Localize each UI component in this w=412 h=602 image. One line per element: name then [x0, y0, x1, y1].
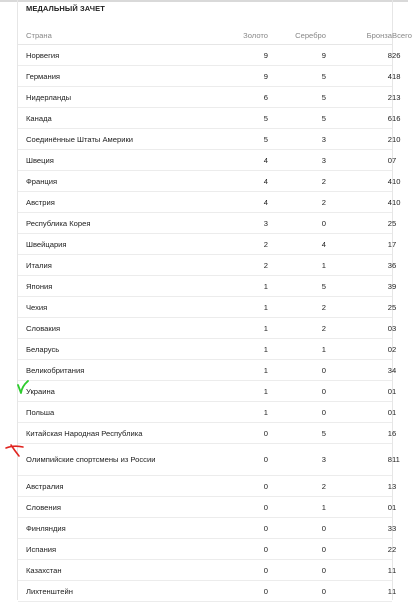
silver-cell: 0	[268, 381, 326, 402]
gold-cell: 9	[188, 66, 268, 87]
column-header-bronze[interactable]: Бронза	[326, 26, 392, 45]
gold-cell: 0	[188, 518, 268, 539]
bronze-cell: 4	[326, 171, 392, 192]
bronze-cell: 3	[326, 276, 392, 297]
bronze-cell: 3	[326, 360, 392, 381]
gold-cell: 0	[188, 560, 268, 581]
table-row[interactable]: Австрия 4 2 4 10	[18, 192, 392, 213]
country-cell: Италия	[18, 255, 188, 276]
gold-cell: 6	[188, 87, 268, 108]
table-row[interactable]: Польша 1 0 0 1	[18, 402, 392, 423]
bronze-cell: 2	[326, 87, 392, 108]
bronze-cell: 0	[326, 339, 392, 360]
table-header-row: Страна Золото Серебро Бронза Всего	[18, 26, 392, 45]
silver-cell: 2	[268, 476, 326, 497]
silver-cell: 3	[268, 129, 326, 150]
silver-cell: 5	[268, 276, 326, 297]
medal-table-card	[17, 0, 412, 600]
gold-cell: 9	[188, 45, 268, 66]
country-cell: Норвегия	[18, 45, 188, 66]
bronze-cell: 8	[326, 45, 392, 66]
country-cell: Германия	[18, 66, 188, 87]
bronze-cell: 1	[326, 476, 392, 497]
silver-cell: 3	[268, 150, 326, 171]
country-cell: Польша	[18, 402, 188, 423]
country-cell: Словения	[18, 497, 188, 518]
table-row[interactable]: Франция 4 2 4 10	[18, 171, 392, 192]
country-cell: Великобритания	[18, 360, 188, 381]
country-cell: Австралия	[18, 476, 188, 497]
bronze-cell: 4	[326, 66, 392, 87]
table-row[interactable]: Казахстан 0 0 1 1	[18, 560, 392, 581]
gold-cell: 0	[188, 444, 268, 476]
cross-icon	[4, 444, 26, 458]
country-cell: Финляндия	[18, 518, 188, 539]
silver-cell: 1	[268, 497, 326, 518]
bronze-cell: 8	[326, 444, 392, 476]
silver-cell: 2	[268, 192, 326, 213]
bronze-cell: 3	[326, 255, 392, 276]
gold-cell: 4	[188, 192, 268, 213]
gold-cell: 1	[188, 276, 268, 297]
gold-cell: 1	[188, 318, 268, 339]
bronze-cell: 0	[326, 381, 392, 402]
column-header-country[interactable]: Страна	[18, 26, 188, 45]
table-row[interactable]: Япония 1 5 3 9	[18, 276, 392, 297]
table-row[interactable]: Австралия 0 2 1 3	[18, 476, 392, 497]
bronze-cell: 0	[326, 497, 392, 518]
table-row[interactable]: Олимпийские спортсмены из России 0 3 8 11	[18, 444, 392, 476]
bronze-cell: 2	[326, 213, 392, 234]
table-row[interactable]: Германия 9 5 4 18	[18, 66, 392, 87]
gold-cell: 0	[188, 581, 268, 602]
silver-cell: 0	[268, 581, 326, 602]
silver-cell: 0	[268, 402, 326, 423]
bronze-cell: 1	[326, 581, 392, 602]
bronze-cell: 6	[326, 108, 392, 129]
bronze-cell: 2	[326, 297, 392, 318]
table-row[interactable]: Республика Корея 3 0 2 5	[18, 213, 392, 234]
bronze-cell: 2	[326, 539, 392, 560]
country-cell: Словакия	[18, 318, 188, 339]
table-row[interactable]: Китайская Народная Республика 0 5 1 6	[18, 423, 392, 444]
gold-cell: 2	[188, 234, 268, 255]
table-row[interactable]: Лихтенштейн 0 0 1 1	[18, 581, 392, 602]
bronze-cell: 3	[326, 518, 392, 539]
gold-cell: 1	[188, 402, 268, 423]
silver-cell: 1	[268, 339, 326, 360]
gold-cell: 1	[188, 339, 268, 360]
gold-cell: 0	[188, 476, 268, 497]
country-cell: Олимпийские спортсмены из России	[18, 444, 188, 476]
bronze-cell: 1	[326, 423, 392, 444]
country-cell: Нидерланды	[18, 87, 188, 108]
silver-cell: 9	[268, 45, 326, 66]
silver-cell: 5	[268, 423, 326, 444]
page-title: МЕДАЛЬНЫЙ ЗАЧЕТ	[26, 4, 105, 13]
country-cell: Чехия	[18, 297, 188, 318]
country-cell: Япония	[18, 276, 188, 297]
gold-cell: 0	[188, 423, 268, 444]
table-row[interactable]: Швейцария 2 4 1 7	[18, 234, 392, 255]
gold-cell: 0	[188, 539, 268, 560]
table-row[interactable]: Словакия 1 2 0 3	[18, 318, 392, 339]
country-cell: Швейцария	[18, 234, 188, 255]
country-cell: Беларусь	[18, 339, 188, 360]
table-row[interactable]: Норвегия 9 9 8 26	[18, 45, 392, 66]
silver-cell: 0	[268, 560, 326, 581]
silver-cell: 5	[268, 108, 326, 129]
silver-cell: 2	[268, 318, 326, 339]
gold-cell: 1	[188, 297, 268, 318]
bronze-cell: 0	[326, 150, 392, 171]
silver-cell: 0	[268, 518, 326, 539]
bronze-cell: 4	[326, 192, 392, 213]
medal-table	[18, 26, 412, 602]
column-header-silver[interactable]: Серебро	[268, 26, 326, 45]
table-row[interactable]: Словения 0 1 0 1	[18, 497, 392, 518]
silver-cell: 1	[268, 255, 326, 276]
bronze-cell: 2	[326, 129, 392, 150]
checkmark-icon	[16, 380, 30, 396]
table-row[interactable]: Соединённые Штаты Америки 5 3 2 10	[18, 129, 392, 150]
silver-cell: 4	[268, 234, 326, 255]
country-cell: Республика Корея	[18, 213, 188, 234]
silver-cell: 3	[268, 444, 326, 476]
gold-cell: 3	[188, 213, 268, 234]
country-cell: Соединённые Штаты Америки	[18, 129, 188, 150]
gold-cell: 1	[188, 360, 268, 381]
table-row[interactable]: Нидерланды 6 5 2 13	[18, 87, 392, 108]
table-row[interactable]: Италия 2 1 3 6	[18, 255, 392, 276]
gold-cell: 4	[188, 171, 268, 192]
country-cell: Австрия	[18, 192, 188, 213]
bronze-cell: 1	[326, 234, 392, 255]
gold-cell: 0	[188, 497, 268, 518]
silver-cell: 2	[268, 297, 326, 318]
silver-cell: 0	[268, 360, 326, 381]
gold-cell: 5	[188, 129, 268, 150]
country-cell: Испания	[18, 539, 188, 560]
silver-cell: 2	[268, 171, 326, 192]
column-header-gold[interactable]: Золото	[188, 26, 268, 45]
table-row[interactable]: Беларусь 1 1 0 2	[18, 339, 392, 360]
country-cell: Украина	[18, 381, 188, 402]
country-cell: Франция	[18, 171, 188, 192]
country-cell: Китайская Народная Республика	[18, 423, 188, 444]
country-cell: Казахстан	[18, 560, 188, 581]
bronze-cell: 0	[326, 318, 392, 339]
table-row[interactable]: Великобритания 1 0 3 4	[18, 360, 392, 381]
gold-cell: 2	[188, 255, 268, 276]
table-body	[18, 45, 401, 602]
silver-cell: 5	[268, 87, 326, 108]
gold-cell: 4	[188, 150, 268, 171]
table-row[interactable]: Канада 5 5 6 16	[18, 108, 392, 129]
silver-cell: 5	[268, 66, 326, 87]
table-row[interactable]: Украина 1 0 0 1	[18, 381, 392, 402]
table-row[interactable]: Испания 0 0 2 2	[18, 539, 392, 560]
bronze-cell: 0	[326, 402, 392, 423]
country-cell: Швеция	[18, 150, 188, 171]
table-row[interactable]: Швеция 4 3 0 7	[18, 150, 392, 171]
table-row[interactable]: Финляндия 0 0 3 3	[18, 518, 392, 539]
silver-cell: 0	[268, 213, 326, 234]
table-row[interactable]: Чехия 1 2 2 5	[18, 297, 392, 318]
country-cell: Лихтенштейн	[18, 581, 188, 602]
bronze-cell: 1	[326, 560, 392, 581]
gold-cell: 5	[188, 108, 268, 129]
silver-cell: 0	[268, 539, 326, 560]
country-cell: Канада	[18, 108, 188, 129]
gold-cell: 1	[188, 381, 268, 402]
